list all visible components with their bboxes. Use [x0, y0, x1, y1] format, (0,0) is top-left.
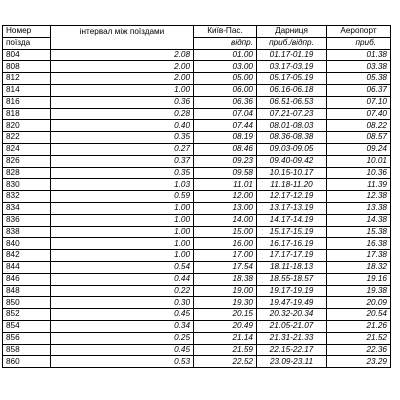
- train-number-header: Номер: [3, 26, 51, 38]
- airport-arrival-cell: 12.38: [327, 191, 391, 203]
- airport-arrival-subheader: приб.: [327, 37, 391, 49]
- kyiv-departure-cell: 17.00: [194, 250, 257, 262]
- darnytsia-station-header: Дарниця: [257, 26, 327, 38]
- airport-arrival-cell: 20.09: [327, 297, 391, 309]
- train-number-cell: 808: [3, 61, 51, 73]
- airport-arrival-cell: 09.24: [327, 143, 391, 155]
- kyiv-departure-cell: 19.00: [194, 285, 257, 297]
- darnytsia-arr-dep-cell: 08.36-08.38: [257, 132, 327, 144]
- train-number-cell: 814: [3, 84, 51, 96]
- airport-arrival-cell: 08.57: [327, 132, 391, 144]
- darnytsia-arr-dep-cell: 19.17-19.19: [257, 285, 327, 297]
- interval-cell: 0.54: [51, 261, 194, 273]
- interval-cell: 0.28: [51, 108, 194, 120]
- interval-header: інтервал між поїздами: [51, 26, 194, 50]
- train-number-cell: 812: [3, 73, 51, 85]
- kyiv-departure-cell: 07.44: [194, 120, 257, 132]
- train-number-cell: 842: [3, 250, 51, 262]
- interval-cell: 0.45: [51, 344, 194, 356]
- table-row: [3, 356, 391, 368]
- airport-arrival-cell: 19.38: [327, 285, 391, 297]
- darnytsia-arr-dep-cell: 18.55-18.57: [257, 273, 327, 285]
- kyiv-departure-cell: 22.52: [194, 356, 257, 368]
- train-number-cell: 860: [3, 356, 51, 368]
- train-number-cell: 856: [3, 332, 51, 344]
- kyiv-departure-cell: 03.00: [194, 61, 257, 73]
- train-number-cell: 852: [3, 309, 51, 321]
- table-row: [3, 120, 391, 132]
- interval-cell: 0.44: [51, 273, 194, 285]
- darnytsia-arr-dep-cell: 23.09-23.11: [257, 356, 327, 368]
- interval-cell: 2.08: [51, 49, 194, 61]
- airport-station-header: Аеропорт: [327, 26, 391, 38]
- airport-arrival-cell: 19.16: [327, 273, 391, 285]
- interval-cell: 0.59: [51, 191, 194, 203]
- kyiv-departure-cell: 12.00: [194, 191, 257, 203]
- table-row: [3, 155, 391, 167]
- airport-arrival-cell: 05.38: [327, 73, 391, 85]
- darnytsia-arr-dep-cell: 13.17-13.19: [257, 202, 327, 214]
- kyiv-departure-cell: 11.01: [194, 179, 257, 191]
- airport-arrival-cell: 17.38: [327, 250, 391, 262]
- interval-cell: 0.37: [51, 155, 194, 167]
- table-row: [3, 84, 391, 96]
- airport-arrival-cell: 10.01: [327, 155, 391, 167]
- table-row: [3, 143, 391, 155]
- darnytsia-arr-dep-cell: 06.51-06.53: [257, 96, 327, 108]
- table-row: [3, 238, 391, 250]
- interval-cell: 1.00: [51, 250, 194, 262]
- kyiv-departure-cell: 06.36: [194, 96, 257, 108]
- interval-cell: 0.35: [51, 167, 194, 179]
- train-number-cell: 848: [3, 285, 51, 297]
- darnytsia-arr-dep-cell: 07.21-07.23: [257, 108, 327, 120]
- train-number-cell: 846: [3, 273, 51, 285]
- kyiv-departure-cell: 09.23: [194, 155, 257, 167]
- train-number-cell: 820: [3, 120, 51, 132]
- kyiv-departure-cell: 18.38: [194, 273, 257, 285]
- kyiv-departure-cell: 14.00: [194, 214, 257, 226]
- airport-arrival-cell: 21.26: [327, 320, 391, 332]
- darnytsia-arr-dep-cell: 05.17-05.19: [257, 73, 327, 85]
- kyiv-departure-cell: 07.04: [194, 108, 257, 120]
- airport-arrival-cell: 07.40: [327, 108, 391, 120]
- train-number-cell: 858: [3, 344, 51, 356]
- kyiv-departure-cell: 15.00: [194, 226, 257, 238]
- table-row: [3, 309, 391, 321]
- table-row: [3, 261, 391, 273]
- kyiv-departure-cell: 06.00: [194, 84, 257, 96]
- interval-cell: 0.40: [51, 120, 194, 132]
- table-row: [3, 273, 391, 285]
- darnytsia-arr-dep-cell: 06.16-06.18: [257, 84, 327, 96]
- darnytsia-arr-dep-cell: 15.17-15.19: [257, 226, 327, 238]
- train-number-cell: 844: [3, 261, 51, 273]
- interval-cell: 2.00: [51, 61, 194, 73]
- train-number-cell: 854: [3, 320, 51, 332]
- train-number-cell: 838: [3, 226, 51, 238]
- airport-arrival-cell: 14.38: [327, 214, 391, 226]
- table-row: [3, 49, 391, 61]
- train-number-cell: 836: [3, 214, 51, 226]
- airport-arrival-cell: 13.38: [327, 202, 391, 214]
- train-number-cell: 832: [3, 191, 51, 203]
- airport-arrival-cell: 07.10: [327, 96, 391, 108]
- darnytsia-arr-dep-subheader: приб./відпр.: [257, 37, 327, 49]
- train-timetable: [2, 25, 391, 368]
- kyiv-departure-cell: 13.00: [194, 202, 257, 214]
- table-row: [3, 202, 391, 214]
- interval-cell: 1.03: [51, 179, 194, 191]
- interval-cell: 1.00: [51, 226, 194, 238]
- interval-cell: 1.00: [51, 84, 194, 96]
- darnytsia-arr-dep-cell: 22.15-22.17: [257, 344, 327, 356]
- darnytsia-arr-dep-cell: 21.31-21.33: [257, 332, 327, 344]
- table-row: [3, 167, 391, 179]
- kyiv-departure-cell: 05.00: [194, 73, 257, 85]
- darnytsia-arr-dep-cell: 21.05-21.07: [257, 320, 327, 332]
- timetable-sheet: [2, 25, 391, 368]
- train-number-cell: 828: [3, 167, 51, 179]
- table-row: [3, 179, 391, 191]
- kyiv-departure-cell: 21.59: [194, 344, 257, 356]
- kyiv-departure-cell: 19.30: [194, 297, 257, 309]
- header-row-1: [3, 26, 391, 38]
- interval-cell: 2.00: [51, 73, 194, 85]
- airport-arrival-cell: 16.38: [327, 238, 391, 250]
- airport-arrival-cell: 15.38: [327, 226, 391, 238]
- table-row: [3, 297, 391, 309]
- train-number-cell: 840: [3, 238, 51, 250]
- timetable-body: [3, 49, 391, 368]
- airport-arrival-cell: 01.38: [327, 49, 391, 61]
- train-number-cell: 816: [3, 96, 51, 108]
- airport-arrival-cell: 11.39: [327, 179, 391, 191]
- table-row: [3, 73, 391, 85]
- darnytsia-arr-dep-cell: 20.32-20.34: [257, 309, 327, 321]
- kyiv-departure-subheader: відпр.: [194, 37, 257, 49]
- airport-arrival-cell: 06.37: [327, 84, 391, 96]
- darnytsia-arr-dep-cell: 01.17-01.19: [257, 49, 327, 61]
- interval-cell: 0.34: [51, 320, 194, 332]
- train-number-cell: 824: [3, 143, 51, 155]
- table-row: [3, 132, 391, 144]
- darnytsia-arr-dep-cell: 16.17-16.19: [257, 238, 327, 250]
- table-row: [3, 61, 391, 73]
- kyiv-departure-cell: 08.46: [194, 143, 257, 155]
- airport-arrival-cell: 20.54: [327, 309, 391, 321]
- kyiv-station-header: Київ-Пас.: [194, 26, 257, 38]
- train-number-cell: 830: [3, 179, 51, 191]
- interval-cell: 1.00: [51, 202, 194, 214]
- table-row: [3, 96, 391, 108]
- table-row: [3, 250, 391, 262]
- kyiv-departure-cell: 08.19: [194, 132, 257, 144]
- table-row: [3, 191, 391, 203]
- kyiv-departure-cell: 17.54: [194, 261, 257, 273]
- darnytsia-arr-dep-cell: 11.18-11.20: [257, 179, 327, 191]
- table-row: [3, 344, 391, 356]
- darnytsia-arr-dep-cell: 09.40-09.42: [257, 155, 327, 167]
- interval-cell: 0.53: [51, 356, 194, 368]
- interval-cell: 0.35: [51, 132, 194, 144]
- train-number-header-line2: поїзда: [3, 37, 51, 49]
- airport-arrival-cell: 10.36: [327, 167, 391, 179]
- interval-cell: 0.30: [51, 297, 194, 309]
- table-row: [3, 214, 391, 226]
- darnytsia-arr-dep-cell: 19.47-19.49: [257, 297, 327, 309]
- darnytsia-arr-dep-cell: 08.01-08.03: [257, 120, 327, 132]
- interval-cell: 0.36: [51, 96, 194, 108]
- kyiv-departure-cell: 21.14: [194, 332, 257, 344]
- train-number-cell: 822: [3, 132, 51, 144]
- interval-cell: 0.25: [51, 332, 194, 344]
- table-row: [3, 332, 391, 344]
- darnytsia-arr-dep-cell: 17.17-17.19: [257, 250, 327, 262]
- interval-cell: 1.00: [51, 214, 194, 226]
- airport-arrival-cell: 18.32: [327, 261, 391, 273]
- train-number-cell: 804: [3, 49, 51, 61]
- kyiv-departure-cell: 01.00: [194, 49, 257, 61]
- table-row: [3, 226, 391, 238]
- darnytsia-arr-dep-cell: 14.17-14.19: [257, 214, 327, 226]
- darnytsia-arr-dep-cell: 12.17-12.19: [257, 191, 327, 203]
- interval-cell: 0.22: [51, 285, 194, 297]
- darnytsia-arr-dep-cell: 03.17-03.19: [257, 61, 327, 73]
- table-row: [3, 285, 391, 297]
- kyiv-departure-cell: 20.49: [194, 320, 257, 332]
- timetable-header: [3, 26, 391, 50]
- darnytsia-arr-dep-cell: 10.15-10.17: [257, 167, 327, 179]
- interval-cell: 0.45: [51, 309, 194, 321]
- table-row: [3, 108, 391, 120]
- kyiv-departure-cell: 20.15: [194, 309, 257, 321]
- interval-cell: 1.00: [51, 238, 194, 250]
- airport-arrival-cell: 03.38: [327, 61, 391, 73]
- kyiv-departure-cell: 09.58: [194, 167, 257, 179]
- train-number-cell: 826: [3, 155, 51, 167]
- darnytsia-arr-dep-cell: 09.03-09.05: [257, 143, 327, 155]
- table-row: [3, 320, 391, 332]
- kyiv-departure-cell: 16.00: [194, 238, 257, 250]
- train-number-cell: 818: [3, 108, 51, 120]
- train-number-cell: 834: [3, 202, 51, 214]
- darnytsia-arr-dep-cell: 18.11-18.13: [257, 261, 327, 273]
- airport-arrival-cell: 23.29: [327, 356, 391, 368]
- train-number-cell: 850: [3, 297, 51, 309]
- airport-arrival-cell: 22.36: [327, 344, 391, 356]
- airport-arrival-cell: 08.22: [327, 120, 391, 132]
- airport-arrival-cell: 21.52: [327, 332, 391, 344]
- interval-cell: 0.27: [51, 143, 194, 155]
